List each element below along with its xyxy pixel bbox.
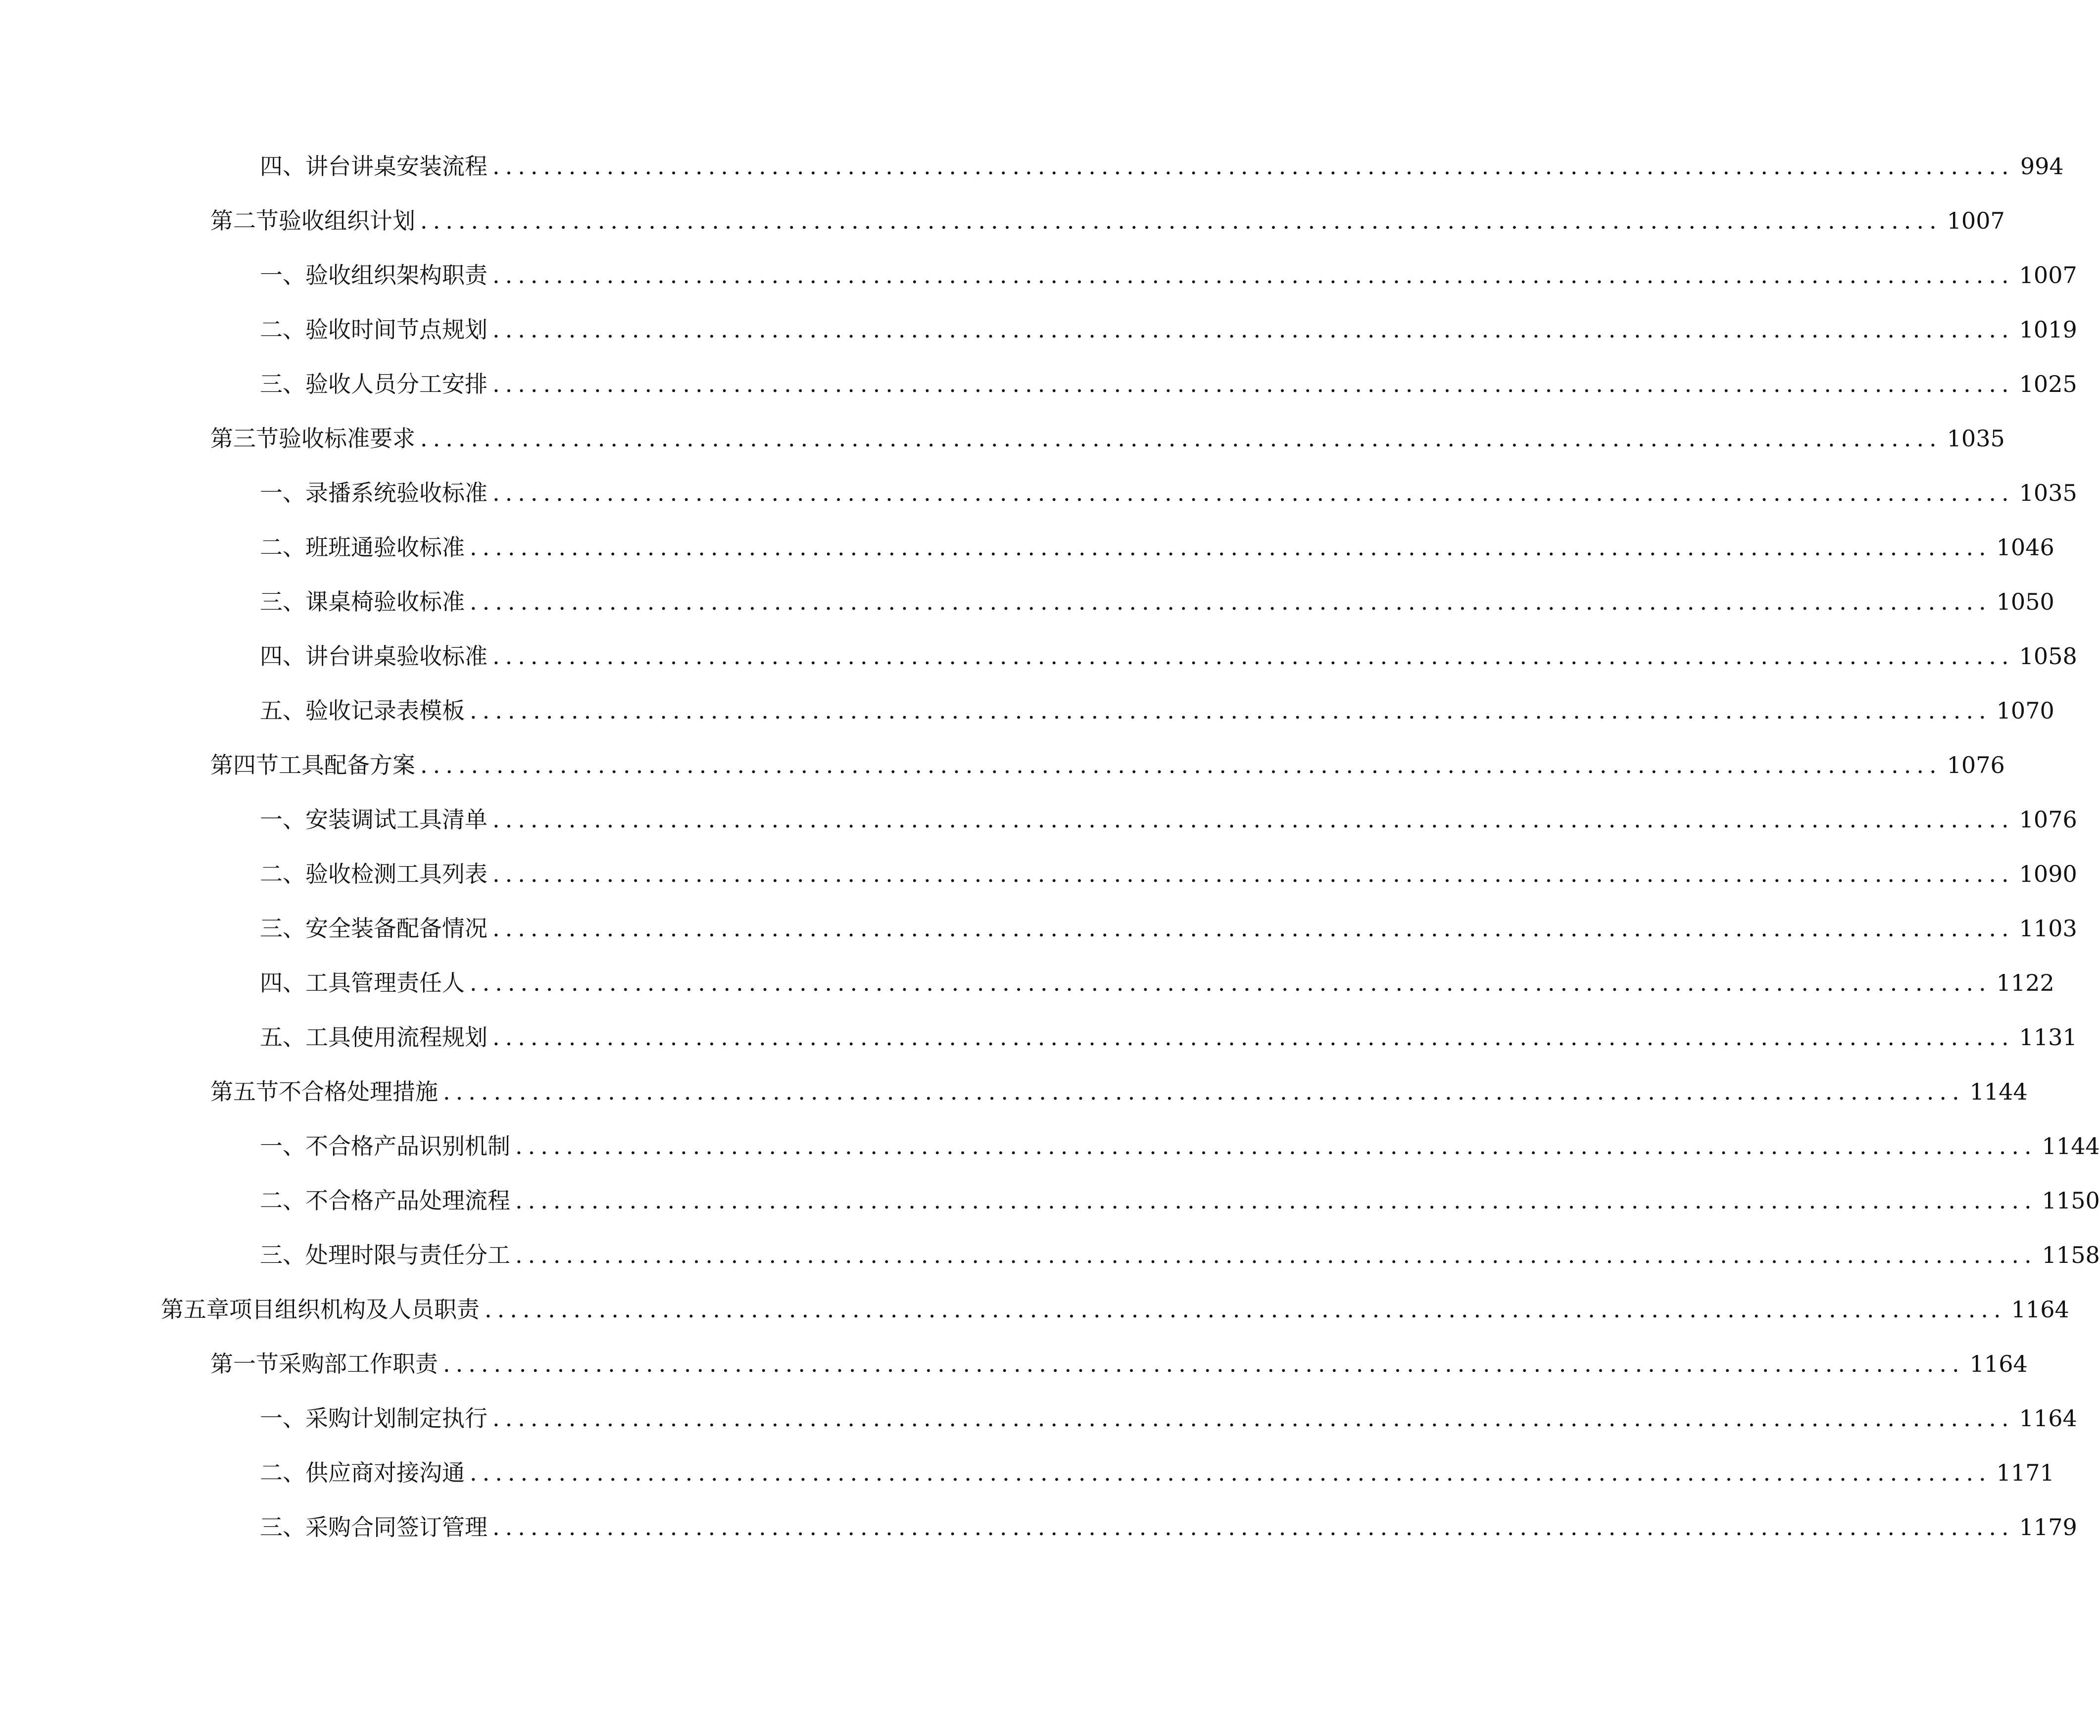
dot-leader: ........................................................................................................................ [470, 697, 1992, 724]
toc-entry-page: 1076 [2019, 806, 2077, 833]
toc-entry-number: 三、 [260, 1514, 305, 1541]
dot-leader: ........................................................................................................................ [420, 425, 1942, 452]
toc-entry-title: 供应商对接沟通 [305, 1459, 465, 1486]
toc-entry-number: 三、 [260, 371, 305, 397]
dot-leader: ........................................................................................................................ [492, 153, 2014, 180]
dot-leader: ........................................................................................................................ [492, 861, 2014, 887]
toc-entry[interactable] [260, 859, 2077, 889]
toc-entry-page: 1144 [2042, 1133, 2100, 1159]
dot-leader: ........................................................................................................................ [515, 1133, 2037, 1159]
toc-entry[interactable] [260, 532, 2054, 562]
toc-entry-number: 一、 [260, 1405, 305, 1432]
toc-entry-title: 班班通验收标准 [305, 534, 465, 561]
toc-entry-title: 工具管理责任人 [305, 969, 465, 996]
toc-entry-page: 1019 [2019, 316, 2077, 343]
toc-entry-number: 一、 [260, 262, 305, 289]
toc-entry-page: 1171 [1996, 1459, 2054, 1486]
toc-entry-number: 三、 [260, 1242, 305, 1268]
toc-entry-title: 采购计划制定执行 [305, 1405, 488, 1432]
toc-entry-page: 1050 [1996, 588, 2054, 615]
toc-entry-number: 五、 [260, 1024, 305, 1051]
dot-leader: ........................................................................................................................ [515, 1187, 2037, 1214]
toc-entry-number: 第五节 [210, 1078, 279, 1105]
dot-leader: ........................................................................................................................ [492, 480, 2014, 506]
dot-leader: ........................................................................................................................ [470, 534, 1992, 561]
dot-leader: ........................................................................................................................ [443, 1350, 1965, 1377]
dot-leader: ........................................................................................................................ [420, 207, 1942, 234]
toc-entry-title: 验收人员分工安排 [305, 371, 488, 397]
toc-entry-page: 1007 [2019, 262, 2077, 289]
dot-leader: ........................................................................................................................ [492, 1405, 2014, 1432]
toc-entry[interactable] [260, 641, 2077, 671]
dot-leader: ........................................................................................................................ [492, 316, 2014, 343]
dot-leader: ........................................................................................................................ [492, 1024, 2014, 1051]
toc-entry[interactable] [260, 587, 2054, 617]
dot-leader: ........................................................................................................................ [492, 806, 2014, 833]
toc-entry[interactable] [260, 478, 2077, 508]
toc-entry-page: 1025 [2019, 371, 2077, 397]
toc-entry[interactable] [260, 260, 2077, 290]
toc-entry[interactable] [260, 968, 2054, 998]
dot-leader: ........................................................................................................................ [515, 1242, 2037, 1268]
toc-entry-page: 1103 [2019, 915, 2077, 942]
toc-entry-number: 第四节 [210, 752, 279, 778]
toc-entry-title: 验收时间节点规划 [305, 316, 488, 343]
toc-entry-page: 1164 [2019, 1405, 2077, 1432]
toc-entry-number: 一、 [260, 480, 305, 506]
toc-entry[interactable] [260, 1240, 2100, 1270]
toc-entry[interactable] [260, 914, 2077, 943]
toc-entry-number: 四、 [260, 969, 305, 996]
toc-entry-page: 1150 [2042, 1187, 2100, 1214]
toc-entry[interactable] [260, 805, 2077, 834]
toc-entry-page: 1076 [1947, 752, 2005, 778]
toc-entry[interactable] [260, 151, 2064, 181]
dot-leader: ........................................................................................................................ [492, 1514, 2014, 1541]
dot-leader: ........................................................................................................................ [470, 588, 1992, 615]
toc-entry-number: 第三节 [210, 425, 279, 452]
toc-entry-title: 安装调试工具清单 [305, 806, 488, 833]
toc-entry[interactable] [260, 1022, 2077, 1052]
toc-entry-title: 录播系统验收标准 [305, 480, 488, 506]
toc-entry-page: 1070 [1996, 697, 2054, 724]
toc-entry-title: 验收记录表模板 [305, 697, 465, 724]
toc-entry-page: 1144 [1969, 1078, 2028, 1105]
toc-entry-title: 不合格处理措施 [279, 1078, 438, 1105]
toc-entry-title: 采购合同签订管理 [305, 1514, 488, 1541]
toc-entry-title: 安全装备配备情况 [305, 915, 488, 942]
toc-entry-page: 1131 [2019, 1024, 2077, 1051]
toc-entry-number: 二、 [260, 861, 305, 887]
toc-entry-page: 1035 [2019, 480, 2077, 506]
dot-leader: ........................................................................................................................ [492, 371, 2014, 397]
toc-entry-page: 1046 [1996, 534, 2054, 561]
toc-entry-number: 二、 [260, 1187, 305, 1214]
toc-entry-title: 验收组织架构职责 [305, 262, 488, 289]
dot-leader: ........................................................................................................................ [420, 752, 1942, 778]
toc-entry-page: 1090 [2019, 861, 2077, 887]
toc-entry[interactable] [260, 1403, 2077, 1433]
toc-entry-page: 994 [2020, 153, 2064, 180]
toc-entry-number: 四、 [260, 643, 305, 670]
toc-entry-number: 第二节 [210, 207, 279, 234]
toc-entry[interactable] [210, 206, 2005, 236]
toc-entry-title: 验收组织计划 [279, 207, 415, 234]
toc-entry-page: 1122 [1996, 969, 2054, 996]
toc-entry[interactable] [260, 315, 2077, 344]
toc-entry-number: 二、 [260, 1459, 305, 1486]
toc-entry-page: 1035 [1947, 425, 2005, 452]
dot-leader: ........................................................................................................................ [470, 969, 1992, 996]
toc-entry-title: 验收检测工具列表 [305, 861, 488, 887]
toc-entry[interactable] [260, 1458, 2054, 1488]
dot-leader: ........................................................................................................................ [470, 1459, 1992, 1486]
toc-entry[interactable] [260, 1512, 2077, 1542]
toc-entry-page: 1058 [2019, 643, 2077, 670]
dot-leader: ........................................................................................................................ [492, 643, 2014, 670]
toc-entry-number: 五、 [260, 697, 305, 724]
toc-entry-page: 1164 [1969, 1350, 2028, 1377]
toc-entry-number: 二、 [260, 316, 305, 343]
toc-entry[interactable] [210, 424, 2005, 453]
toc-entry[interactable] [210, 1349, 2028, 1379]
toc-entry-page: 1164 [2011, 1296, 2069, 1323]
dot-leader: ........................................................................................................................ [443, 1078, 1965, 1105]
toc-entry[interactable] [260, 696, 2054, 725]
toc-entry-number: 一、 [260, 1133, 305, 1159]
toc-entry-title: 讲台讲桌验收标准 [305, 643, 488, 670]
toc-entry-number: 第一节 [210, 1350, 279, 1377]
toc-entry[interactable] [260, 1186, 2100, 1215]
toc-entry-title: 采购部工作职责 [279, 1350, 438, 1377]
toc-entry-title: 工具配备方案 [279, 752, 415, 778]
toc-entry-title: 工具使用流程规划 [305, 1024, 488, 1051]
toc-entry-number: 二、 [260, 534, 305, 561]
toc-entry-number: 三、 [260, 588, 305, 615]
toc-entry[interactable] [260, 1131, 2100, 1161]
toc-entry-title: 不合格产品处理流程 [305, 1187, 510, 1214]
toc-entry-number: 第五章 [161, 1296, 229, 1323]
toc-entry-page: 1158 [2042, 1242, 2100, 1268]
dot-leader: ........................................................................................................................ [492, 262, 2014, 289]
toc-entry[interactable] [161, 1295, 2069, 1324]
toc-entry-number: 一、 [260, 806, 305, 833]
toc-entry[interactable] [210, 750, 2005, 780]
toc-entry-page: 1179 [2019, 1514, 2077, 1541]
toc-entry[interactable] [260, 369, 2077, 399]
toc-entry[interactable] [210, 1077, 2028, 1107]
toc-entry-number: 四、 [260, 153, 305, 180]
toc-entry-title: 课桌椅验收标准 [305, 588, 465, 615]
toc-entry-number: 三、 [260, 915, 305, 942]
toc-entry-title: 验收标准要求 [279, 425, 415, 452]
toc-entry-title: 处理时限与责任分工 [305, 1242, 510, 1268]
dot-leader: ........................................................................................................................ [485, 1296, 2006, 1323]
toc-entry-page: 1007 [1947, 207, 2005, 234]
dot-leader: ........................................................................................................................ [492, 915, 2014, 942]
toc-entry-title: 讲台讲桌安装流程 [305, 153, 488, 180]
toc-entry-title: 不合格产品识别机制 [305, 1133, 510, 1159]
toc-entry-title: 项目组织机构及人员职责 [229, 1296, 480, 1323]
